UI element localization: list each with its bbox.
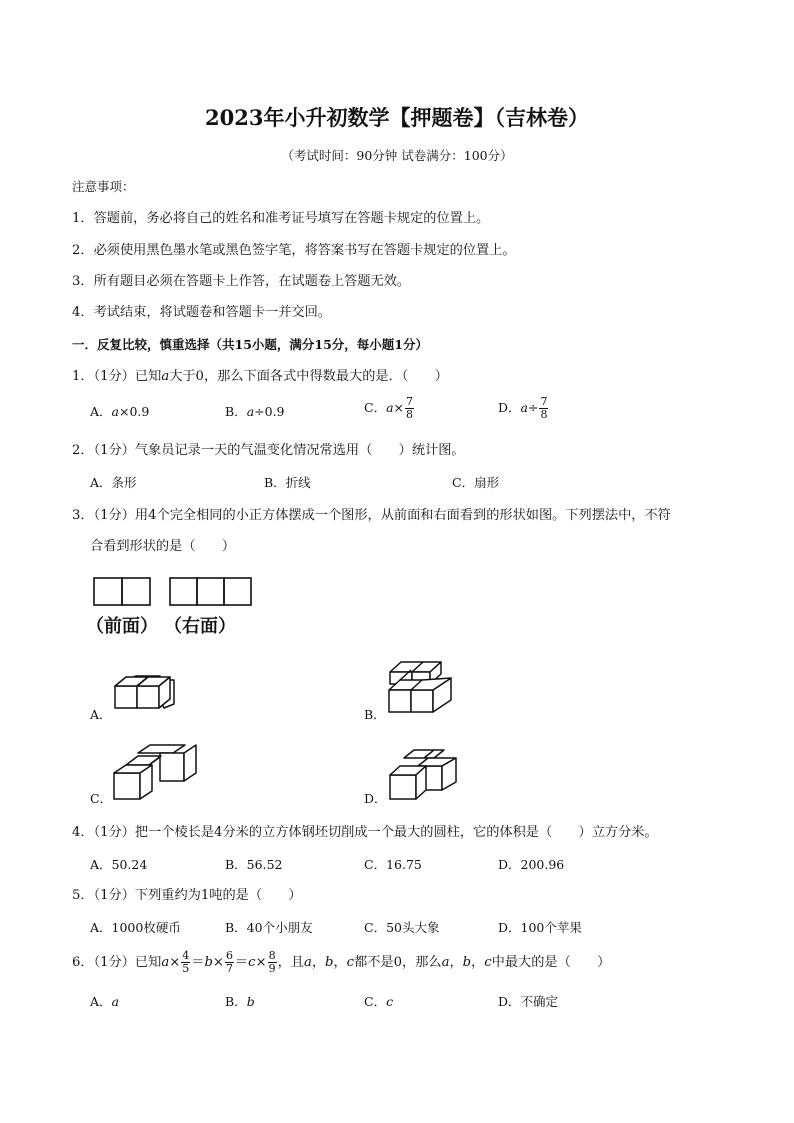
question-3-stem: 3．（1分）用4个完全相同的小正方体摆成一个图形，从前面和右面看到的形状如图。下列摆法中，不符 (72, 508, 671, 523)
right-view-label: （右面） (164, 616, 236, 637)
q1-option-c[interactable]: C．a× $\frac{7}{8}$ (364, 395, 414, 421)
q6-option-a[interactable]: A．a (90, 994, 119, 1009)
q4-option-a[interactable]: A．50.24 (90, 857, 148, 872)
q6-option-c[interactable]: C．c (364, 994, 394, 1009)
option-d-cubes (390, 750, 456, 799)
question-1-stem: 1．（1分）已知a大于0，那么下面各式中得数最大的是．（ ） (72, 369, 448, 384)
front-view-label: （前面） (86, 616, 158, 637)
option-b-cubes (389, 662, 451, 712)
page-title: 2023年小升初数学【押题卷】（吉林卷） (205, 105, 589, 130)
q6-option-b[interactable]: B．b (225, 994, 255, 1009)
q5-option-a[interactable]: A．1000枚硬币 (90, 920, 181, 935)
question-4-stem: 4．（1分）把一个棱长是4分米的立方体钢坯切削成一个最大的圆柱，它的体积是（ ）立方分米。 (72, 825, 658, 840)
q1-option-d[interactable]: D．a÷ $\frac{7}{8}$ (498, 395, 548, 421)
question-3-stem-cont: 合看到形状的是（ ） (90, 539, 236, 554)
question-2-stem: 2．（1分）气象员记录一天的气温变化情况常选用（ ）统计图。 (72, 443, 465, 458)
q3-option-d[interactable]: D． (364, 791, 387, 806)
q3-option-b[interactable]: B． (364, 707, 386, 722)
q4-option-b[interactable]: B．56.52 (225, 857, 283, 872)
fraction: $\frac{7}{8}$ (406, 395, 414, 421)
q3-option-c[interactable]: C． (90, 791, 113, 806)
notes-heading: 注意事项： (72, 179, 135, 194)
q1-option-a[interactable]: A．a×0.9 (90, 404, 150, 419)
q6-option-d[interactable]: D．不确定 (498, 994, 559, 1009)
fraction: $\frac{7}{8}$ (540, 395, 548, 421)
q3-option-a[interactable]: A． (90, 707, 112, 722)
exam-info: （考试时间：90分钟 试卷满分：100分） (281, 148, 513, 163)
note-item: 1．答题前，务必将自己的姓名和准考证号填写在答题卡规定的位置上。 (72, 211, 490, 226)
q2-option-a[interactable]: A．条形 (90, 475, 137, 490)
q1-option-b[interactable]: B．a÷0.9 (225, 404, 285, 419)
q2-option-b[interactable]: B．折线 (264, 475, 311, 490)
option-c-cubes (114, 745, 196, 799)
q5-option-d[interactable]: D．100个苹果 (498, 920, 582, 935)
option-a-cubes (115, 676, 174, 708)
q2-option-c[interactable]: C．扇形 (452, 475, 500, 490)
note-item: 2．必须使用黑色墨水笔或黑色签字笔，将答案书写在答题卡规定的位置上。 (72, 243, 516, 258)
q4-option-c[interactable]: C．16.75 (364, 857, 422, 872)
section-heading: 一．反复比较，慎重选择（共15小题，满分15分，每小题1分） (72, 337, 428, 352)
q5-option-c[interactable]: C．50头大象 (364, 920, 440, 935)
question-5-stem: 5．（1分）下列重约为1吨的是（ ） (72, 888, 302, 903)
q5-option-b[interactable]: B．40个小朋友 (225, 920, 313, 935)
note-item: 3．所有题目必须在答题卡上作答，在试题卷上答题无效。 (72, 274, 411, 289)
note-item: 4．考试结束，将试题卷和答题卡一并交回。 (72, 305, 331, 320)
question-6-stem: 6．（1分）已知a× $\frac{4}{5}$ ＝b× $\frac{6}{7}$ ＝c× $\frac{8}{9}$ ，且a，b，c都不是0，那么a，b，c中最大的是（ ） (72, 949, 611, 975)
q4-option-d[interactable]: D．200.96 (498, 857, 565, 872)
